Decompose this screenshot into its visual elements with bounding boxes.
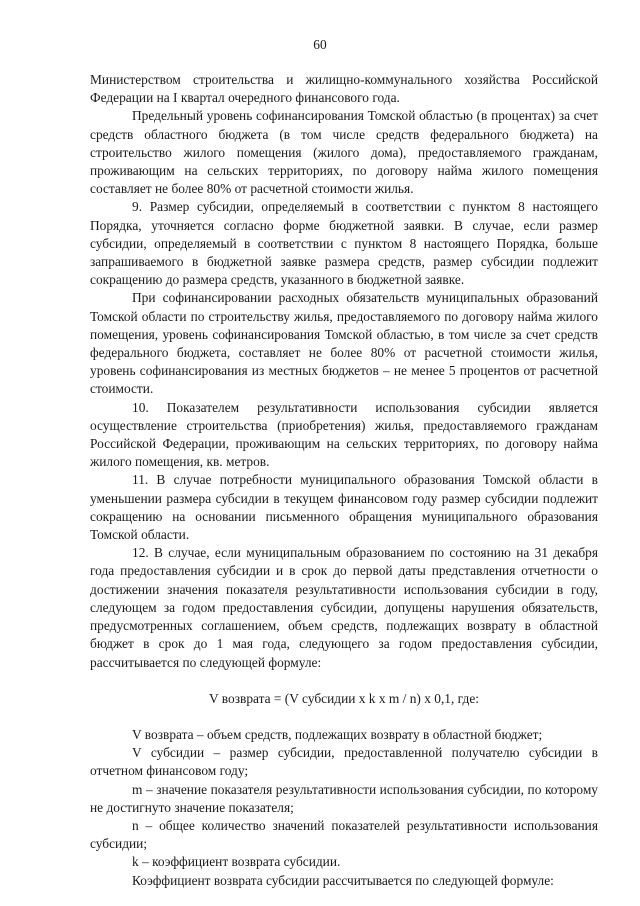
paragraph-item-10: 10. Показателем результативности использования субсидии является осуществление строительства (приобретения) жилья, предоставляемого гражданам Российской Федерации, проживающим на сельских территориях, по договору найма жилого помещения, кв. метров.: [90, 399, 598, 470]
paragraph-cofinancing-limit: Предельный уровень софинансирования Томской областью (в процентах) за счет средств областного бюджета (в том числе средств федерального бюджета) на строительство жилого помещения (жилого дома), предоставляемого гражданам, проживающим на сельских территориях, по договору найма жилого помещения составляет не более 80% от расчетной стоимости жилья.: [90, 108, 598, 197]
paragraph-item-11: 11. В случае потребности муниципального образования Томской области в уменьшении размера субсидии в текущем финансовом году размер субсидии подлежит сокращению на основании письменного обращения муниципального образования Томской области.: [90, 472, 598, 543]
paragraph-cofinancing-municipal: При софинансировании расходных обязательств муниципальных образований Томской области по строительству жилья, предоставляемого по договору найма жилого помещения, уровень софинансирования Томской областью, в том числе за счет средств федерального бюджета, составляет не более 80% от расчетной стоимости жилья, уровень софинансирования из местных бюджетов – не менее 5 процентов от расчетной стоимости.: [90, 290, 598, 397]
formula-return-volume: V возврата = (V субсидии х k х m / n) х 0,1, где:: [209, 690, 479, 706]
paragraph-continuation: Министерством строительства и жилищно-коммунального хозяйства Российской Федерации на I квартал очередного финансового года.: [90, 72, 598, 106]
document-body: [90, 71, 598, 890]
page-number: 60: [313, 37, 327, 52]
definition-v-subsidy: V субсидии – размер субсидии, предоставленной получателю субсидии в отчетном финансовом году;: [90, 745, 598, 779]
definition-m: m – значение показателя результативности использования субсидии, по которому не достигнуто значение показателя;: [90, 781, 598, 815]
paragraph-coefficient-intro: Коэффициент возврата субсидии рассчитывается по следующей формуле:: [132, 872, 554, 888]
paragraph-item-12: 12. В случае, если муниципальным образованием по состоянию на 31 декабря года предоставления субсидии и в срок до первой даты представления отчетности о достижении значения показателя результативности использования субсидии в году, следующем за годом предоставления субсидии, допущены нарушения обязательств, предусмотренных соглашением, объем средств, подлежащих возврату в областной бюджет в срок до 1 мая года, следующего за годом предоставления субсидии, рассчитывается по следующей формуле:: [90, 545, 598, 670]
definition-n: n – общее количество значений показателей результативности использования субсидии;: [90, 817, 598, 852]
definition-k: k – коэффициент возврата субсидии.: [132, 854, 341, 870]
paragraph-item-9: 9. Размер субсидии, определяемый в соответствии с пунктом 8 настоящего Порядка, уточняется согласно форме бюджетной заявки. В случае, если размер субсидии, определяемый в соответствии с пунктом 8 настоящего Порядка, больше запрашиваемого в бюджетной заявке размера средств, размер субсидии подлежит сокращению до размера средств, указанного в бюджетной заявке.: [90, 199, 598, 288]
definition-v-return: V возврата – объем средств, подлежащих возврату в областной бюджет;: [132, 726, 543, 742]
